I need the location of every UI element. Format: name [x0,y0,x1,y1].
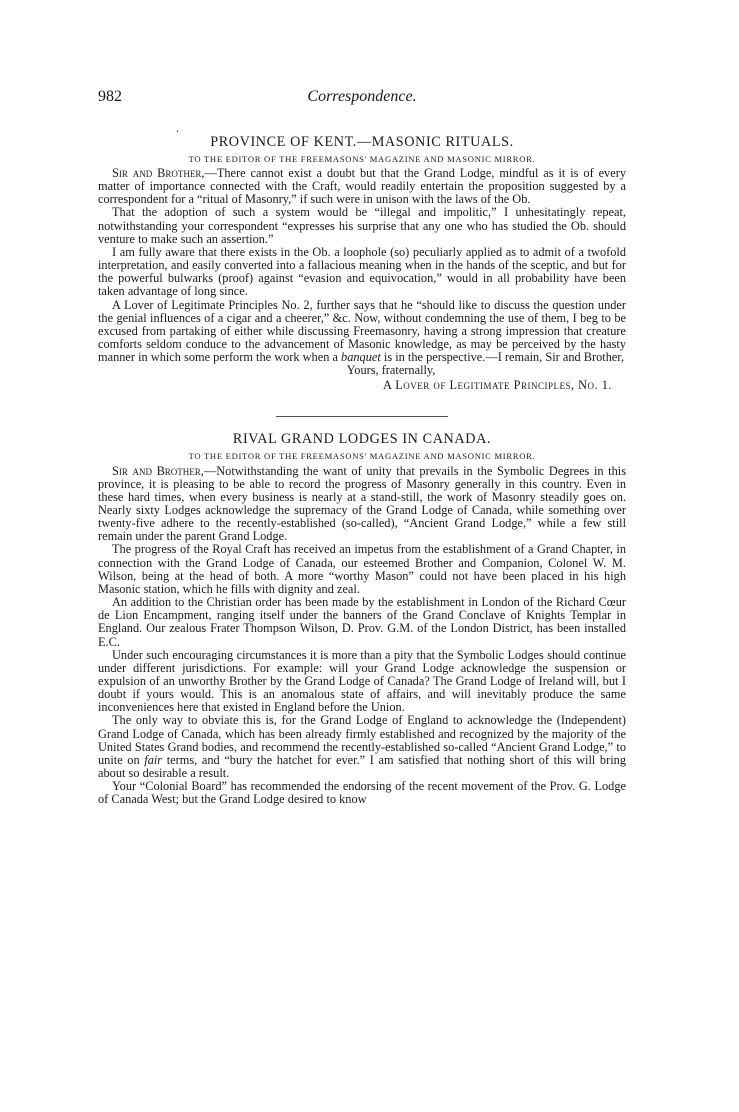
closing: Yours, fraternally, [346,363,436,378]
paragraph: The progress of the Royal Craft has received an impetus from the establishment of a Grand Chapter, in connection with the Grand Lodge of Canada, our esteemed Brother and Companion, Colonel W. M. Wilson, being at the head of both. A more “worthy Mason” could not have been placed in his high Masonic station, which he fills with dignity and zeal. [98,542,626,596]
paragraph: Under such encouraging circumstances it is more than a pity that the Symbolic Lodges should continue under different jurisdictions. For example: will your Grand Lodge acknowledge the suspension or expulsion of an unworthy Brother by the Grand Lodge of Canada? The Grand Lodge of Ireland will, but I doubt if yours would. This is an anomalous state of affairs, and will inevitably produce the same inconveniences here that existed in England before the Union. [98,647,626,715]
paragraph: That the adoption of such a system would be “illegal and impolitic,” I unhesitatingly repeat, notwithstanding your correspondent “expresses his surprise that any one who has studied the Ob. should venture to make such an assertion.” [98,205,626,246]
running-title: Correspondence. [307,88,417,105]
letter-rival-grand-lodges [98,431,626,807]
paragraph: I am fully aware that there exists in the Ob. a loophole (so) peculiarly applied as to admit of a twofold interpretation, and easily converted into a fallacious meaning when in the hands of the sceptic, and but for the powerful bulwarks (proof) against “evasion and equivocation,” would in all probability have been taken advantage of long since. [98,244,626,299]
article-title: RIVAL GRAND LODGES IN CANADA. [232,430,492,447]
italic-text: banquet [341,350,381,365]
addressee: TO THE EDITOR OF THE FREEMASONS' MAGAZINE AND MASONIC MIRROR. [188,450,536,461]
paragraph: Your “Colonial Board” has recommended the endorsing of the recent movement of the Prov. G. Lodge of Canada West; but the Grand Lodge desired to know [98,779,626,807]
italic-text: fair [144,752,163,767]
letter-province-of-kent [98,134,626,392]
paragraph: An addition to the Christian order has been made by the establishment in London of the Richard Cœur de Lion Encampment, ranging itself under the banners of the Grand Conclave of Knights Templar in England. Our zealous Frater Thompson Wilson, D. Prov. G.M. of the London District, has been installed E.C. [98,595,626,649]
salutation: Sir and Brother, [112,463,204,478]
signature: A Lover of Legitimate Principles, No. 1. [382,377,612,392]
page-number: 982 [98,88,122,105]
paragraph: Sir and Brother,—Notwithstanding the want of unity that prevails in the Symbolic Degrees in this province, it is pleasing to be able to record the progress of Masonry generally in this country. Even in these hard times, when every business is nearly at a stand-still, the work of Masonry steadily goes on. Nearly sixty Lodges acknowledge the supremacy of the Grand Lodge of Canada, while something over twenty-five adhere to the recently-established (so-called), “Ancient Grand Lodge,” while a few still remain under the parent Grand Lodge. [98,463,627,544]
addressee: TO THE EDITOR OF THE FREEMASONS' MAGAZINE AND MASONIC MIRROR. [188,154,536,164]
stray-mark: ‘ [176,128,179,138]
paragraph: Sir and Brother,—There cannot exist a doubt but that the Grand Lodge, mindful as it is of every matter of importance connected with the Craft, would readily entertain the proposition suggested by a correspondent for a “ritual of Masonry,” if such were in unison with the laws of the Ob. [98,166,626,207]
salutation: Sir and Brother, [112,166,205,180]
running-head [98,88,626,138]
article-title: PROVINCE OF KENT.—MASONIC RITUALS. [210,134,514,150]
page [98,88,626,807]
paragraph: A Lover of Legitimate Principles No. 2, further says that he “should like to discuss the question under the genial influences of a cigar and a cheerer,” &c. Now, without condemning the use of them, I beg to be excused from partaking of either while discussing Freemasonry, having a strong impression that creature comforts seldom conduce to the advancement of Masonic knowledge, as may be perceived by the hasty manner in which some perform the work when a banquet is in the perspective.—I remain, Sir and Brother, [98,297,626,365]
paragraph: The only way to obviate this is, for the Grand Lodge of England to acknowledge the (Independent) Grand Lodge of Canada, which has been already firmly established and recognized by the majority of the United States Grand bodies, and recommend the recently-established so-called “Ancient Grand Lodge,” to unite on fair terms, and “bury the hatchet for ever.” I am satisfied that nothing short of this will bring about so desirable a result. [98,713,626,781]
section-divider [276,416,448,417]
